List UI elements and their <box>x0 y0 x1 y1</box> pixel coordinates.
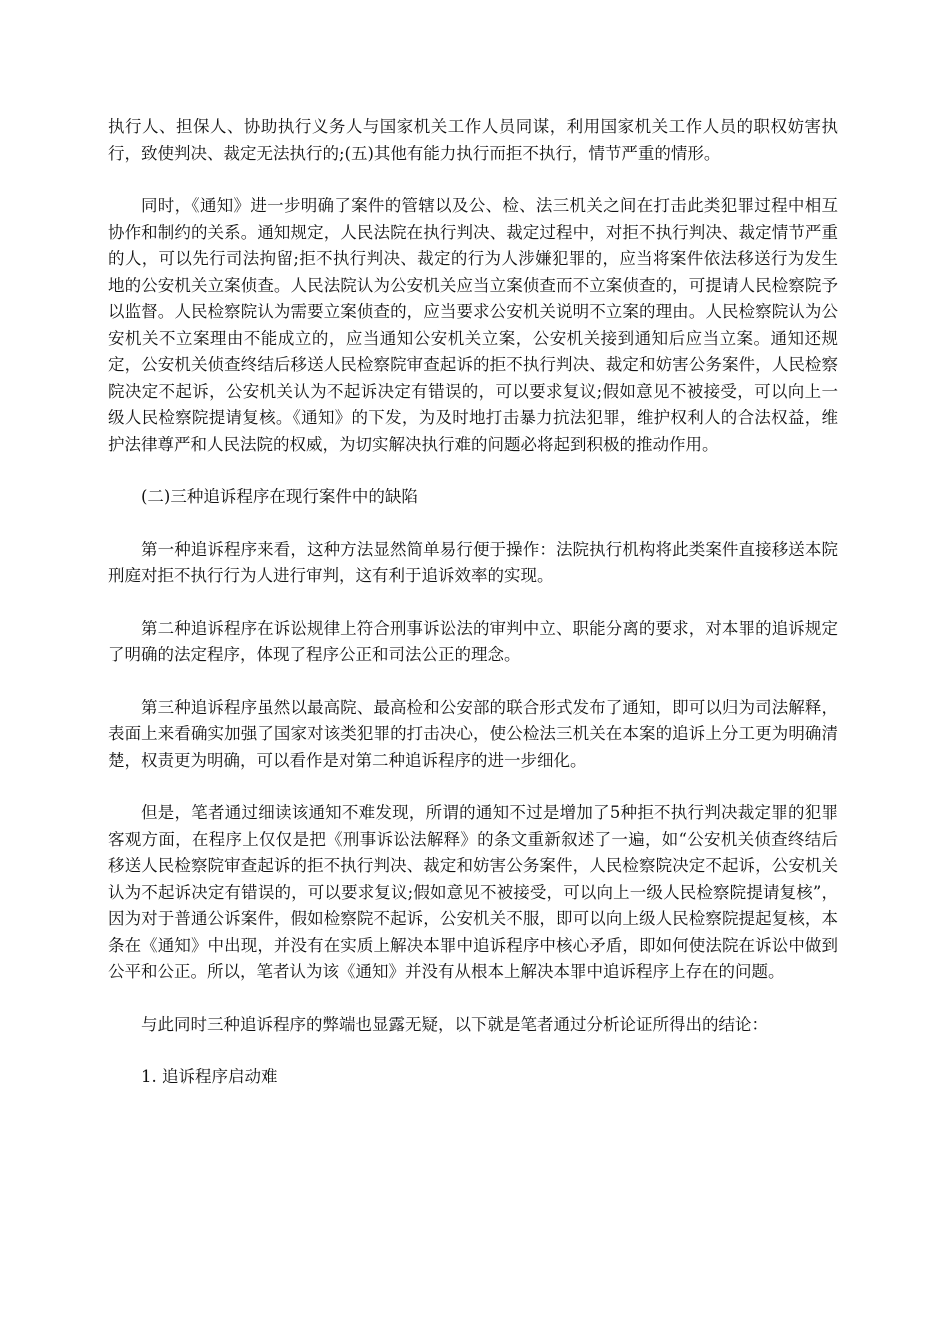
section-heading: (二)三种追诉程序在现行案件中的缺陷 <box>141 487 418 506</box>
paragraph-continued: 执行人、担保人、协助执行义务人与国家机关工作人员同谋，利用国家机关工作人员的职权妨害执行，致使判决、裁定无法执行的;(五)其他有能力执行而拒不执行，情节严重的情形。 <box>108 117 838 163</box>
paragraph-third-procedure: 第三种追诉程序虽然以最高院、最高检和公安部的联合形式发布了通知，即可以归为司法解释，表面上来看确实加强了国家对该类犯罪的打击决心，使公检法三机关在本案的追诉上分工更为明确清楚，权责更为明确，可以看作是对第二种追诉程序的进一步细化。 <box>108 697 838 770</box>
paragraph-first-procedure: 第一种追诉程序来看，这种方法显然简单易行便于操作：法院执行机构将此类案件直接移送本院刑庭对拒不执行行为人进行审判，这有利于追诉效率的实现。 <box>108 539 838 585</box>
list-item-heading: 1. 追诉程序启动难 <box>141 1067 278 1086</box>
document-body <box>108 114 838 1117</box>
paragraph-conclusion-intro: 与此同时三种追诉程序的弊端也显露无疑，以下就是笔者通过分析论证所得出的结论： <box>141 1014 768 1034</box>
paragraph-notice-jurisdiction: 同时，《通知》进一步明确了案件的管辖以及公、检、法三机关之间在打击此类犯罪过程中相互协作和制约的关系。通知规定，人民法院在执行判决、裁定过程中，对拒不执行判决、裁定情节严重的人，可以先行司法拘留;拒不执行判决、裁定的行为人涉嫌犯罪的，应当将案件依法移送行为发生地的公安机关立案侦查。人民法院认为公安机关应当立案侦查而不立案侦查的，可提请人民检察院予以监督。人民检察院认为需要立案侦查的，应当要求公安机关说明不立案的理由。人民检察院认为公安机关不立案理由不能成立的，应当通知公安机关立案，公安机关接到通知后应当立案。通知还规定，公安机关侦查终结后移送人民检察院审查起诉的拒不执行判决、裁定和妨害公务案件，人民检察院决定不起诉，公安机关认为不起诉决定有错误的，可以要求复议;假如意见不被接受，可以向上一级人民检察院提请复核。《通知》的下发，为及时地打击暴力抗法犯罪，维护权利人的合法权益，维护法律尊严和人民法院的权威，为切实解决执行难的问题必将起到积极的推动作用。 <box>108 196 838 454</box>
paragraph-critique: 但是，笔者通过细读该通知不难发现，所谓的通知不过是增加了5种拒不执行判决裁定罪的犯罪客观方面，在程序上仅仅是把《刑事诉讼法解释》的条文重新叙述了一遍，如“公安机关侦查终结后移送人民检察院审查起诉的拒不执行判决、裁定和妨害公务案件，人民检察院决定不起诉，公安机关认为不起诉决定有错误的，可以要求复议;假如意见不被接受，可以向上一级人民检察院提请复核”，因为对于普通公诉案件，假如检察院不起诉，公安机关不服，即可以向上级人民检察院提起复核，本条在《通知》中出现，并没有在实质上解决本罪中追诉程序中核心矛盾，即如何使法院在诉讼中做到公平和公正。所以，笔者认为该《通知》并没有从根本上解决本罪中追诉程序上存在的问题。 <box>108 803 838 981</box>
paragraph-second-procedure: 第二种追诉程序在诉讼规律上符合刑事诉讼法的审判中立、职能分离的要求，对本罪的追诉规定了明确的法定程序，体现了程序公正和司法公正的理念。 <box>108 618 838 664</box>
